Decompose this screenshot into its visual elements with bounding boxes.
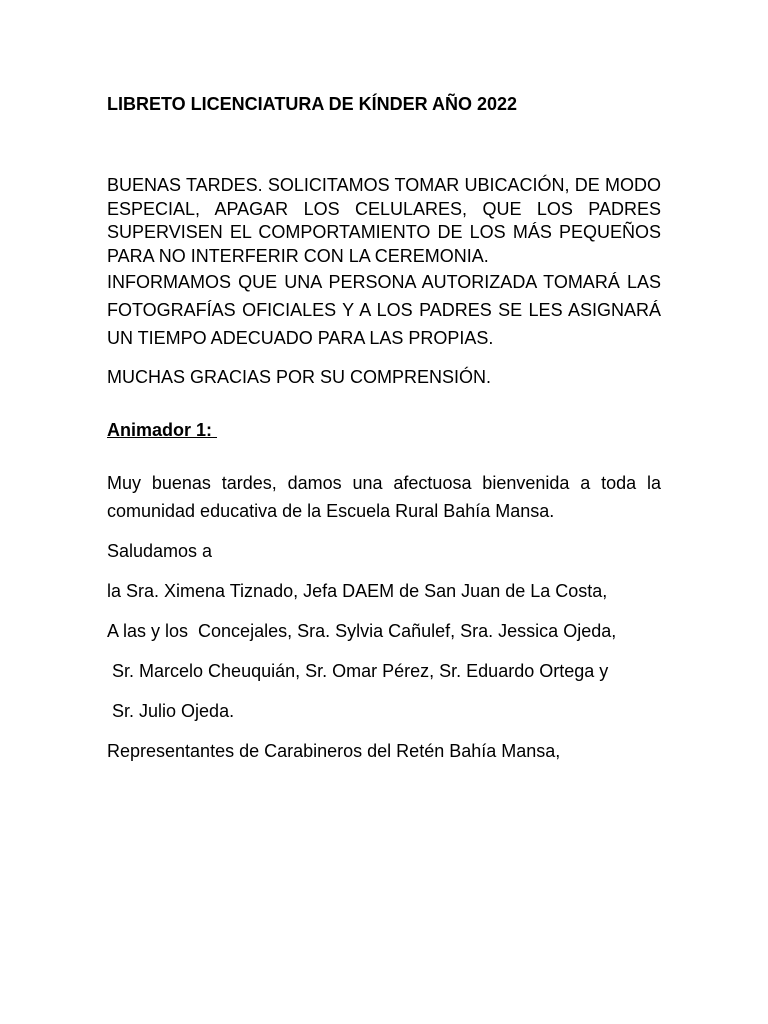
greeting-concejales: A las y los Concejales, Sra. Sylvia Cañulef, Sra. Jessica Ojeda,: [107, 621, 617, 641]
intro-paragraph-1: BUENAS TARDES. SOLICITAMOS TOMAR UBICACIÓN, DE MODO ESPECIAL, APAGAR LOS CELULARES, QUE LOS PADRES SUPERVISEN EL COMPORTAMIENTO DE LOS MÁS PEQUEÑOS PARA NO INTERFERIR CON LA CEREMONIA.: [107, 175, 661, 266]
greeting-daem: la Sra. Ximena Tiznado, Jefa DAEM de San Juan de La Costa,: [107, 581, 608, 601]
speaker-heading: Animador 1:: [107, 420, 218, 440]
intro-paragraph-2: INFORMAMOS QUE UNA PERSONA AUTORIZADA TOMARÁ LAS FOTOGRAFÍAS OFICIALES Y A LOS PADRES SE LES ASIGNARÁ UN TIEMPO ADECUADO PARA LAS PROPIAS.: [107, 272, 661, 348]
saludamos-line: Saludamos a: [107, 541, 213, 561]
document-title: LIBRETO LICENCIATURA DE KÍNDER AÑO 2022: [107, 94, 518, 114]
greeting-carabineros: Representantes de Carabineros del Retén Bahía Mansa,: [107, 741, 561, 761]
welcome-paragraph: Muy buenas tardes, damos una afectuosa bienvenida a toda la comunidad educativa de la Escuela Rural Bahía Mansa.: [107, 473, 667, 521]
greeting-julio: Sr. Julio Ojeda.: [107, 701, 235, 721]
document-body: [107, 93, 667, 765]
thanks-line: MUCHAS GRACIAS POR SU COMPRENSIÓN.: [107, 367, 492, 387]
greeting-senores: Sr. Marcelo Cheuquián, Sr. Omar Pérez, Sr. Eduardo Ortega y: [107, 661, 609, 681]
